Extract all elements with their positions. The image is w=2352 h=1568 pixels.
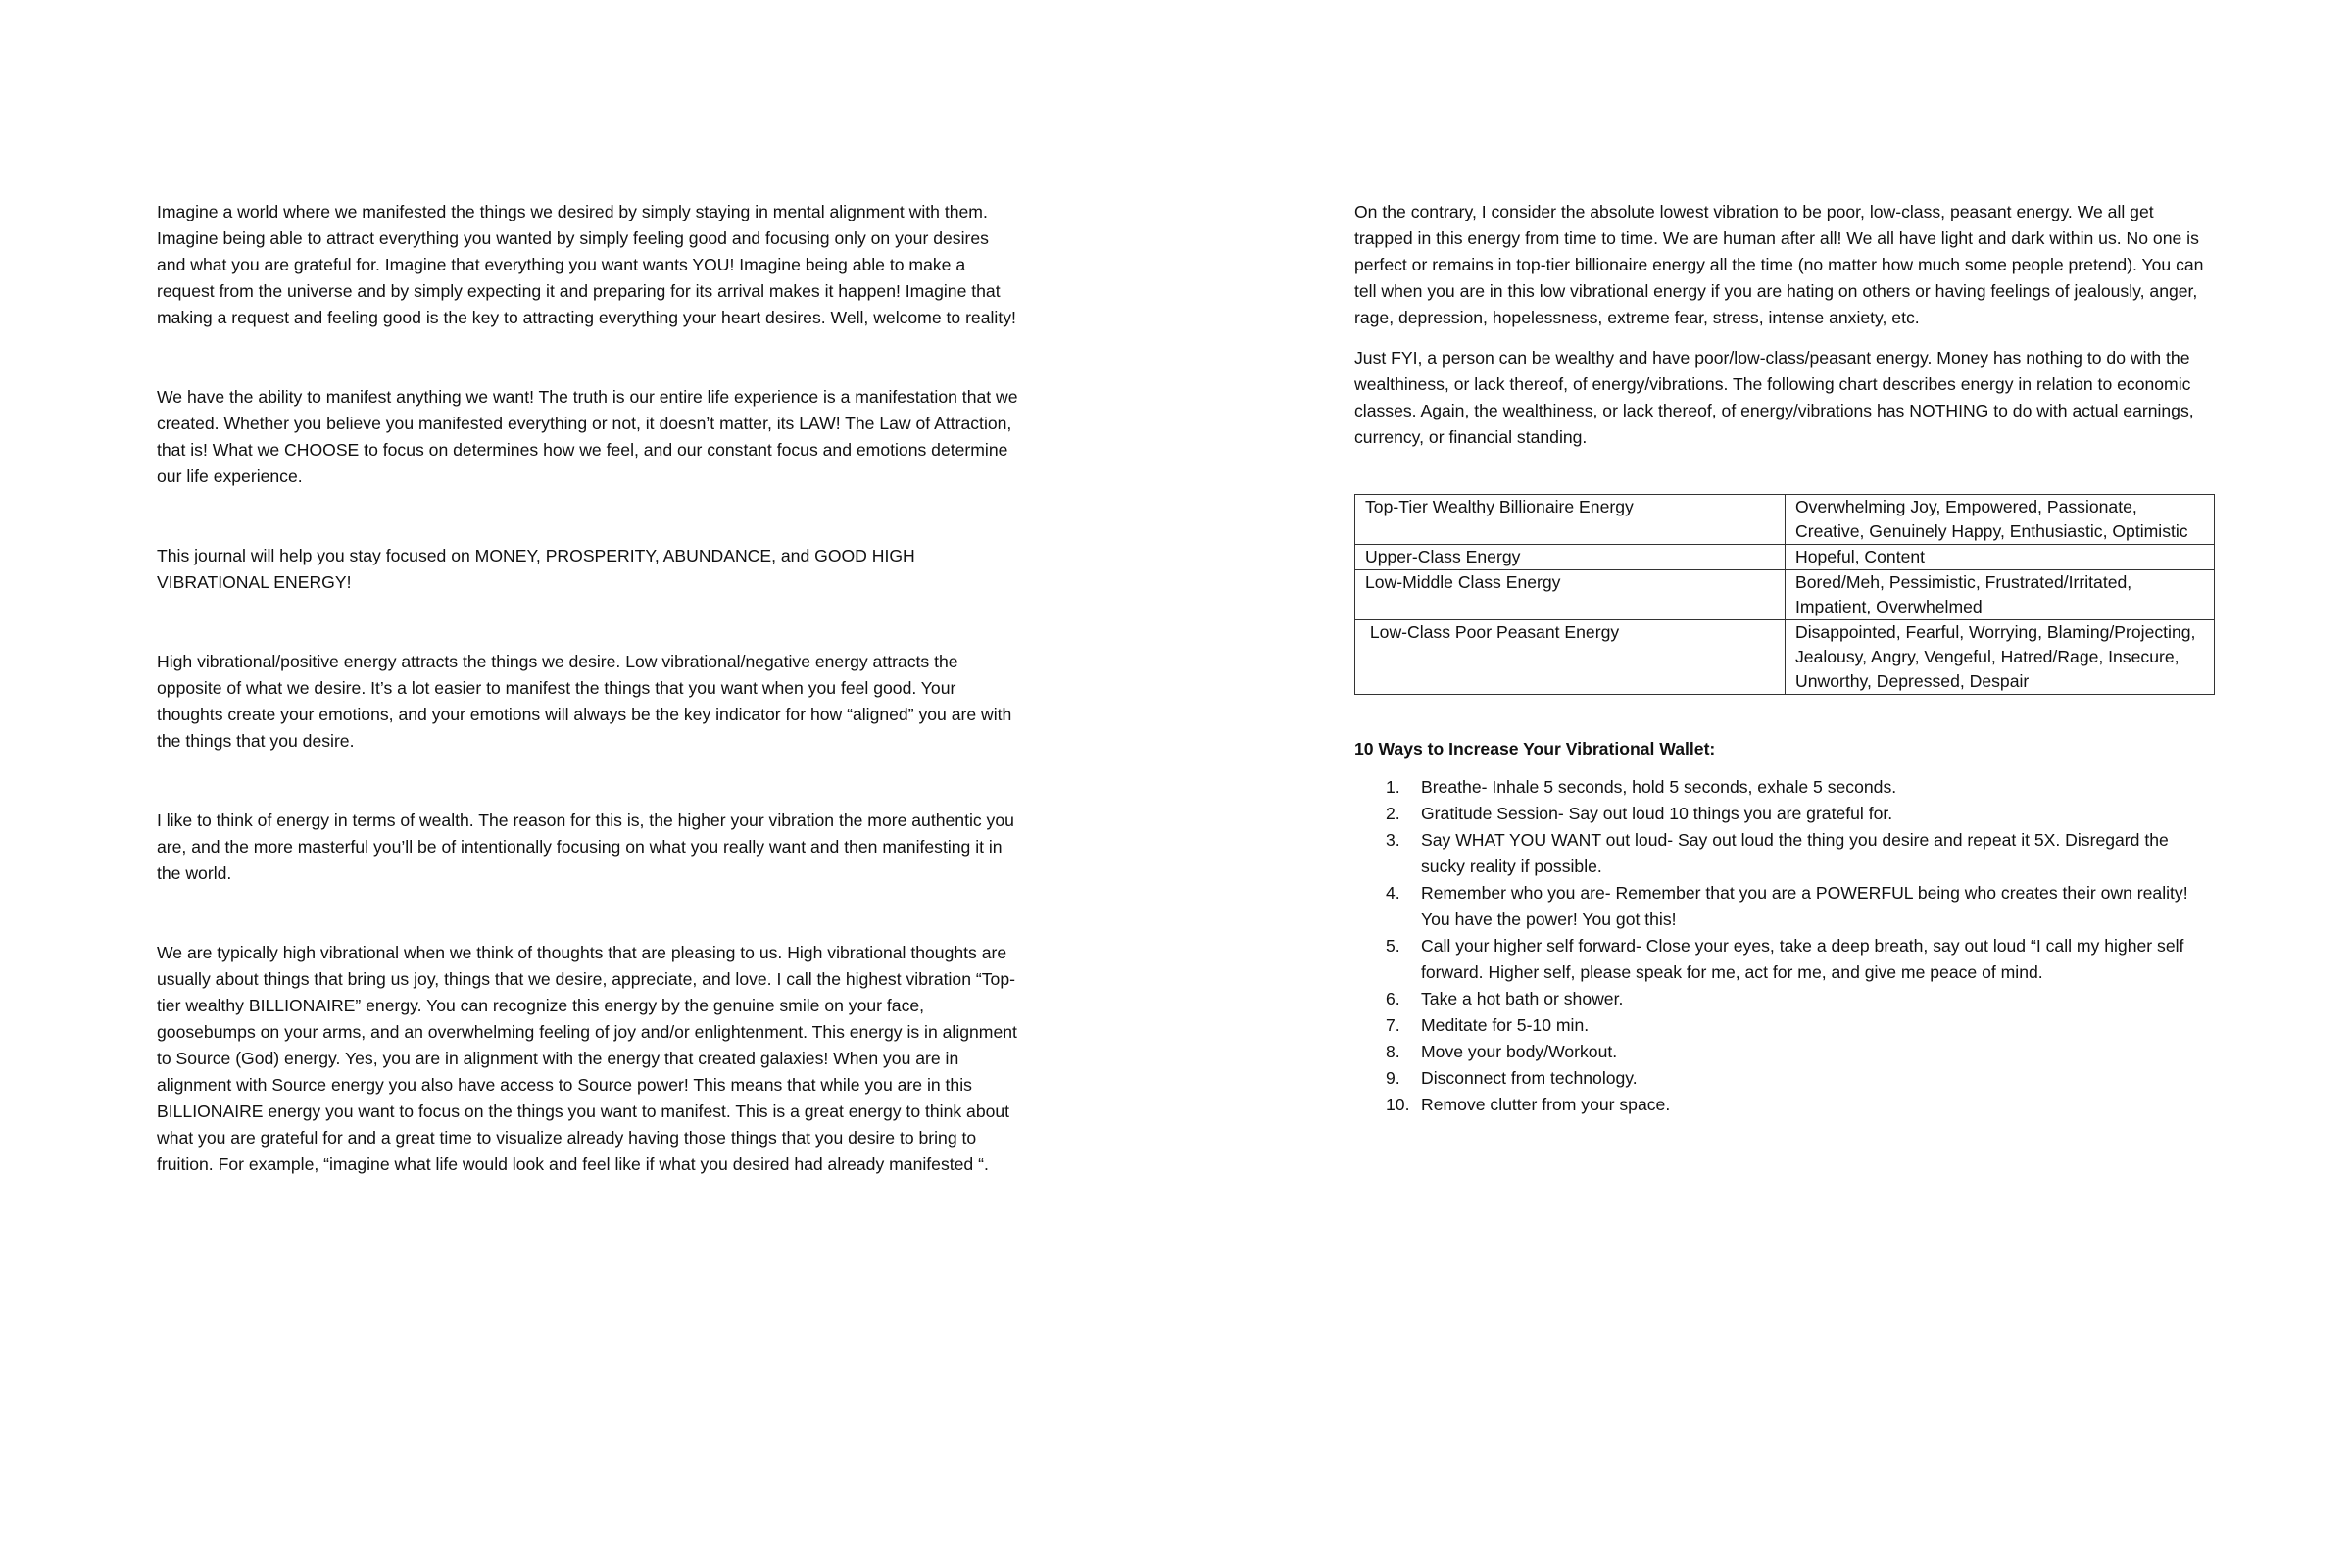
ways-list-title: 10 Ways to Increase Your Vibrational Wallet: — [1354, 739, 1716, 759]
list-item-number: 2. — [1386, 804, 1400, 823]
list-item — [1354, 1012, 2217, 1039]
paragraph-imagine-world: Imagine a world where we manifested the things we desired by simply staying in mental alignment with them. Imagine being able to attract everything you wanted by simply feeling good and focusing only on your desires and what you are grateful for. Imagine that everything you want wants YOU! Imagine being able to make a request from the universe and by simply expecting it and preparing for its arrival makes it happen! Imagine that making a request and feeling good is the key to attracting everything your heart desires. Well, welcome to reality! — [157, 202, 1016, 327]
table-row — [1355, 495, 2215, 545]
list-item-text: Breathe- Inhale 5 seconds, hold 5 seconds, exhale 5 seconds. — [1421, 777, 1897, 797]
list-item — [1354, 933, 2217, 986]
list-item-text: Meditate for 5-10 min. — [1421, 1015, 1590, 1035]
list-item-text: Disconnect from technology. — [1421, 1068, 1638, 1088]
ways-list — [1354, 774, 2217, 1118]
list-item — [1354, 986, 2217, 1012]
table-row — [1355, 570, 2215, 620]
list-item — [1354, 1039, 2217, 1065]
list-item — [1354, 1092, 2217, 1118]
list-item-number: 7. — [1386, 1015, 1400, 1035]
list-item-number: 4. — [1386, 883, 1400, 903]
list-item-number: 9. — [1386, 1068, 1400, 1088]
right-page-body — [1354, 199, 2217, 1118]
energy-level-cell: Low-Class Poor Peasant Energy — [1355, 620, 1786, 695]
energy-level-cell: Top-Tier Wealthy Billionaire Energy — [1355, 495, 1786, 545]
energy-level-cell: Upper-Class Energy — [1355, 545, 1786, 570]
energy-feelings-cell: Overwhelming Joy, Empowered, Passionate, Creative, Genuinely Happy, Enthusiastic, Optimistic — [1786, 495, 2215, 545]
list-item — [1354, 801, 2217, 827]
table-row — [1355, 620, 2215, 695]
list-item — [1354, 774, 2217, 801]
paragraph-ability-to-manifest: We have the ability to manifest anything we want! The truth is our entire life experience is a manifestation that we created. Whether you believe you manifested everything or not, it doesn’t matter, its LAW! The Law of Attraction, that is! What we CHOOSE to focus on determines how we feel, and our constant focus and emotions determine our life experience. — [157, 387, 1018, 486]
left-page-body — [157, 199, 1019, 1178]
energy-feelings-cell: Disappointed, Fearful, Worrying, Blaming/Projecting, Jealousy, Angry, Vengeful, Hatred/Rage, Insecure, Unworthy, Depressed, Despair — [1786, 620, 2215, 695]
list-item-text: Remember who you are- Remember that you are a POWERFUL being who creates their own reality! You have the power! You got this! — [1421, 883, 2188, 929]
list-item — [1354, 1065, 2217, 1092]
paragraph-energy-as-wealth: I like to think of energy in terms of wealth. The reason for this is, the higher your vibration the more authentic you are, and the more masterful you’ll be of intentionally focusing on what you really want and then manifesting it in the world. — [157, 810, 1014, 883]
energy-feelings-cell: Bored/Meh, Pessimistic, Frustrated/Irritated, Impatient, Overwhelmed — [1786, 570, 2215, 620]
list-item-number: 1. — [1386, 777, 1400, 797]
list-item-number: 5. — [1386, 936, 1400, 956]
list-item-text: Say WHAT YOU WANT out loud- Say out loud the thing you desire and repeat it 5X. Disregard the sucky reality if possible. — [1421, 830, 2169, 876]
energy-class-table — [1354, 494, 2215, 695]
list-item — [1354, 880, 2217, 933]
list-item-number: 6. — [1386, 989, 1400, 1008]
paragraph-high-vibrational-energy: High vibrational/positive energy attracts the things we desire. Low vibrational/negative energy attracts the opposite of what we desire. It’s a lot easier to manifest the things that you want when you feel good. Your thoughts create your emotions, and your emotions will always be the key indicator for how “aligned” you are with the things that you desire. — [157, 652, 1012, 751]
list-item-text: Remove clutter from your space. — [1421, 1095, 1671, 1114]
paragraph-lowest-vibration: On the contrary, I consider the absolute lowest vibration to be poor, low-class, peasant energy. We all get trapped in this energy from time to time. We are human after all! We all have light and dark within us. No one is perfect or remains in top-tier billionaire energy all the time (no matter how much some people pretend). You can tell when you are in this low vibrational energy if you are hating on others or having feelings of jealously, anger, rage, depression, hopelessness, extreme fear, stress, intense anxiety, etc. — [1354, 202, 2204, 327]
list-item-text: Gratitude Session- Say out loud 10 things you are grateful for. — [1421, 804, 1893, 823]
list-item — [1354, 827, 2217, 880]
paragraph-billionaire-energy: We are typically high vibrational when we think of thoughts that are pleasing to us. High vibrational thoughts are usually about things that bring us joy, things that we desire, appreciate, and love. I call the highest vibration “Top-tier wealthy BILLIONAIRE” energy. You can recognize this energy by the genuine smile on your face, goosebumps on your arms, and an overwhelming feeling of joy and/or enlightenment. This energy is in alignment to Source (God) energy. Yes, you are in alignment with the energy that created galaxies! When you are in alignment with Source energy you also have access to Source power! This means that while you are in this BILLIONAIRE energy you want to focus on the things you want to manifest. This is a great energy to think about what you are grateful for and a great time to visualize already having those things that you desire to bring to fruition. For example, “imagine what life would look and feel like if what you desired had already manifested “. — [157, 943, 1017, 1174]
list-item-text: Take a hot bath or shower. — [1421, 989, 1624, 1008]
paragraph-journal-purpose: This journal will help you stay focused on MONEY, PROSPERITY, ABUNDANCE, and GOOD HIGH VIBRATIONAL ENERGY! — [157, 546, 915, 592]
list-item-number: 3. — [1386, 830, 1400, 850]
energy-feelings-cell: Hopeful, Content — [1786, 545, 2215, 570]
table-row — [1355, 545, 2215, 570]
right-page — [1176, 0, 2352, 1568]
list-item-text: Call your higher self forward- Close your eyes, take a deep breath, say out loud “I call my higher self forward. Higher self, please speak for me, act for me, and give me peace of mind. — [1421, 936, 2184, 982]
list-item-number: 10. — [1386, 1095, 1410, 1114]
list-item-text: Move your body/Workout. — [1421, 1042, 1618, 1061]
paragraph-wealth-disclaimer: Just FYI, a person can be wealthy and have poor/low-class/peasant energy. Money has nothing to do with the wealthiness, or lack thereof, of energy/vibrations. The following chart describes energy in relation to economic classes. Again, the wealthiness, or lack thereof, of energy/vibrations has NOTHING to do with actual earnings, currency, or financial standing. — [1354, 348, 2194, 447]
list-item-number: 8. — [1386, 1042, 1400, 1061]
energy-level-cell: Low-Middle Class Energy — [1355, 570, 1786, 620]
